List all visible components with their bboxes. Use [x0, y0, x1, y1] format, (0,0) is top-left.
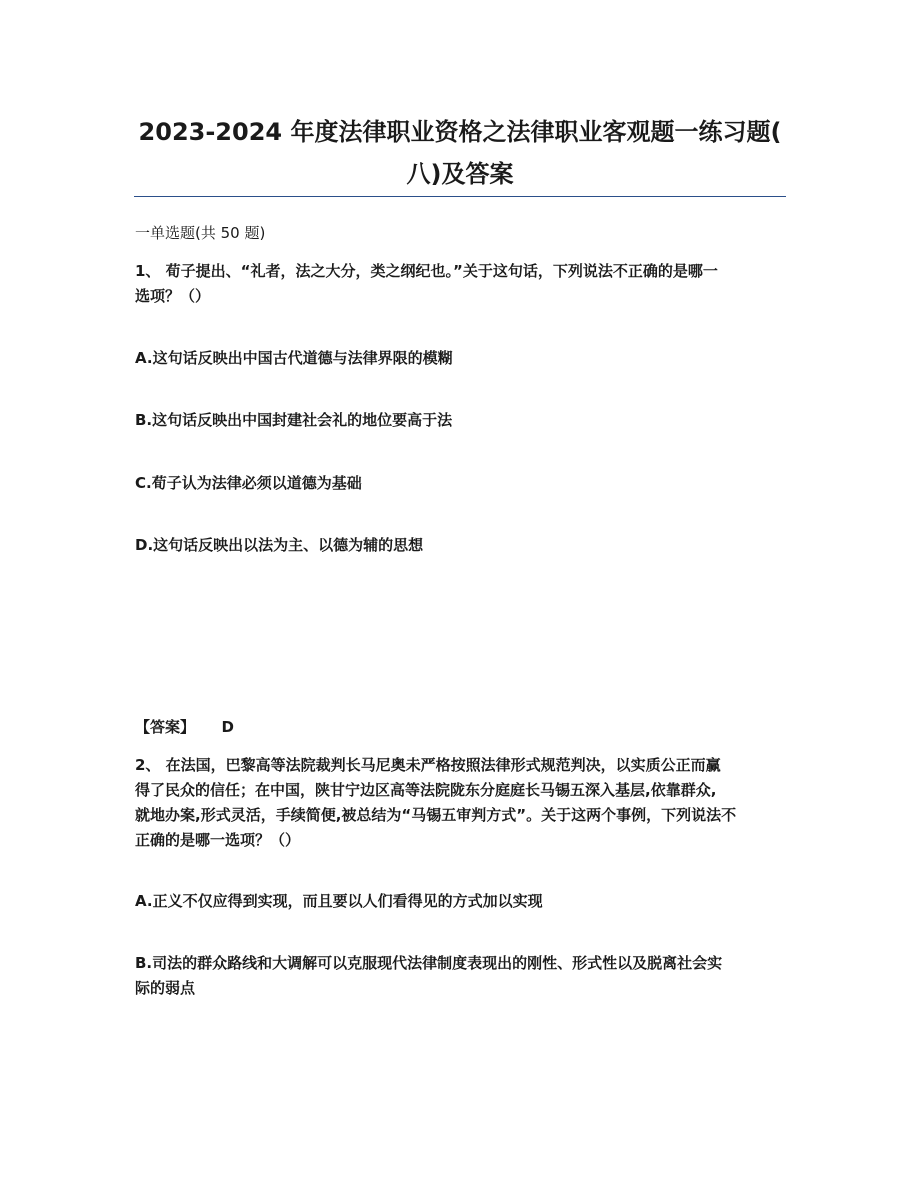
- question-2-option-a: A.正义不仅应得到实现，而且要以人们看得见的方式加以实现: [135, 892, 543, 910]
- answer-label: 【答案】: [135, 718, 196, 736]
- section-heading: 一单选题(共 50 题): [135, 224, 266, 242]
- document-title-line-1: 2023-2024 年度法律职业资格之法律职业客观题一练习题(: [138, 118, 782, 146]
- question-1-option-c: C.荀子认为法律必须以道德为基础: [135, 474, 362, 492]
- question-1-answer: [135, 715, 785, 740]
- question-2-stem-line-4: 正确的是哪一选项？（）: [135, 831, 301, 849]
- title-divider: [134, 196, 786, 197]
- question-1-option-a: A.这句话反映出中国古代道德与法律界限的模糊: [135, 349, 453, 367]
- question-2-stem-line-3: 就地办案,形式灵活，手续简便,被总结为“马锡五审判方式”。关于这两个事例，下列说法不: [135, 806, 737, 824]
- question-2-stem-line-2: 得了民众的信任；在中国，陕甘宁边区高等法院陇东分庭庭长马锡五深入基层,依靠群众,: [135, 781, 717, 799]
- question-1-option-d: D.这句话反映出以法为主、以德为辅的思想: [135, 536, 424, 554]
- document-title-line-2: 八)及答案: [406, 160, 514, 188]
- question-1-stem-line-2: 选项？（）: [135, 287, 211, 305]
- question-1-option-b: B.这句话反映出中国封建社会礼的地位要高于法: [135, 411, 453, 429]
- question-1-stem-line-1: 1、 荀子提出、“礼者，法之大分，类之纲纪也。”关于这句话，下列说法不正确的是哪一: [135, 262, 718, 280]
- answer-value: D: [221, 718, 234, 736]
- question-2-option-b-line-1: B.司法的群众路线和大调解可以克服现代法律制度表现出的刚性、形式性以及脱离社会实: [135, 954, 723, 972]
- question-2-option-b-line-2: 际的弱点: [135, 979, 196, 997]
- question-2-stem-line-1: 2、 在法国，巴黎高等法院裁判长马尼奥未严格按照法律形式规范判决，以实质公正而赢: [135, 756, 721, 774]
